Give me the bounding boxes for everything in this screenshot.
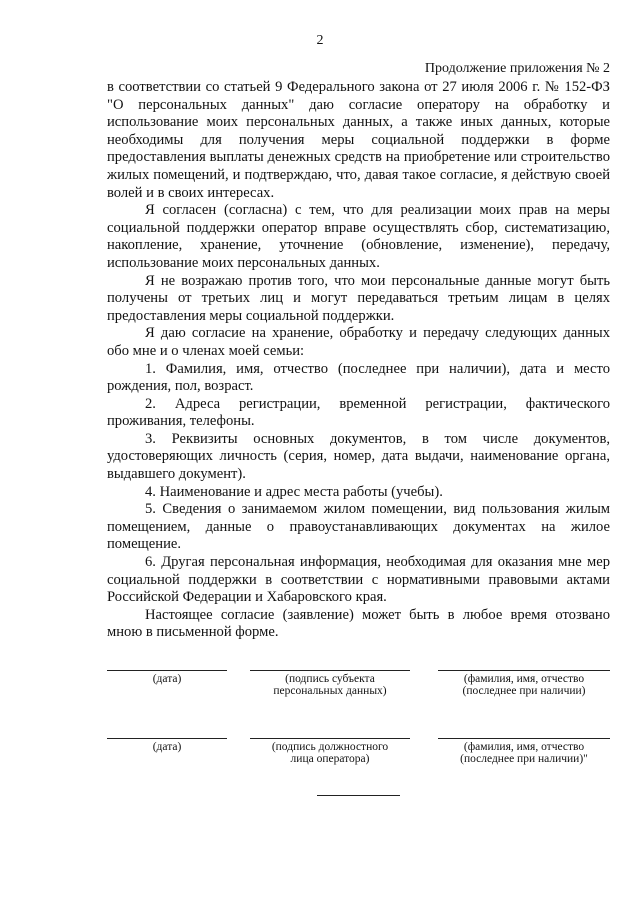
- operator-name-block: [438, 738, 610, 765]
- paragraph-third-parties: Я не возражаю против того, что мои персональные данные могут быть получены от третьих лиц и могут передаваться третьим лицам в целях предоставления меры социальной поддержки.: [107, 272, 610, 324]
- list-item-documents: 3. Реквизиты основных документов, в том числе документов, удостоверяющих личность (серия, номер, дата выдачи, наименование органа, выдавшего документ).: [107, 430, 610, 483]
- subject-signature-caption: (подпись субъекта персональных данных): [273, 673, 387, 697]
- list-item-other-info: 6. Другая персональная информация, необходимая для оказания мне мер социальной поддержки в соответствии с нормативными правовыми актами Российской Федерации и Хабаровского края.: [107, 554, 610, 606]
- operator-date-caption: (дата): [152, 741, 182, 753]
- name-line[interactable]: [438, 670, 610, 671]
- paragraph-data-consent: Я даю согласие на хранение, обработку и передачу следующих данных обо мне и о членах моей семьи:: [107, 325, 610, 359]
- list-item-full-name: 1. Фамилия, имя, отчество (последнее при наличии), дата и место рождения, пол, возраст.: [107, 360, 610, 395]
- paragraph-law-reference: в соответствии со статьей 9 Федерального закона от 27 июля 2006 г. № 152-ФЗ "О персональных данных" даю согласие оператору на обработку и использование моих персональных данных, а также иных данных, которые необходимы для получения меры социальной поддержки в форме предоставления выплаты денежных средств на приобретение или строительство жилых помещений, и подтверждаю, что, давая такое согласие, я действую своей волей и в своих интересах.: [107, 79, 610, 201]
- end-divider: [317, 795, 400, 796]
- signature-name-block: [438, 670, 610, 697]
- continuation-label: Продолжение приложения № 2: [424, 61, 610, 76]
- operator-date-line[interactable]: [107, 738, 227, 739]
- subject-signature-line[interactable]: [250, 670, 410, 671]
- signature-subject-block: [250, 670, 410, 697]
- list-item-addresses: 2. Адреса регистрации, временной регистрации, фактического проживания, телефоны.: [107, 395, 610, 430]
- operator-date-block: [107, 738, 227, 753]
- page-number: 2: [316, 33, 324, 48]
- signature-date-block: [107, 670, 227, 685]
- name-caption: (фамилия, имя, отчество (последнее при наличии): [462, 673, 586, 697]
- list-item-housing: 5. Сведения о занимаемом жилом помещении, вид пользования жилым помещением, данные о правоустанавливающих документах на жилое помещение.: [107, 501, 610, 553]
- date-line[interactable]: [107, 670, 227, 671]
- list-item-workplace: 4. Наименование и адрес места работы (учебы).: [145, 483, 443, 500]
- operator-signature-block: [250, 738, 410, 765]
- operator-name-caption: (фамилия, имя, отчество (последнее при наличии)": [460, 741, 588, 765]
- operator-signature-line[interactable]: [250, 738, 410, 739]
- consent-body: [107, 79, 610, 642]
- operator-name-line[interactable]: [438, 738, 610, 739]
- paragraph-withdrawal: Настоящее согласие (заявление) может быть в любое время отозвано мною в письменной форме.: [107, 606, 610, 641]
- operator-signature-caption: (подпись должностного лица оператора): [271, 741, 389, 765]
- paragraph-agreement: Я согласен (согласна) с тем, что для реализации моих прав на меры социальной поддержки оператор вправе осуществлять сбор, систематизацию, накопление, хранение, уточнение (обновление, изменение), передачу, использование моих персональных данных.: [107, 202, 610, 271]
- date-caption: (дата): [152, 673, 182, 685]
